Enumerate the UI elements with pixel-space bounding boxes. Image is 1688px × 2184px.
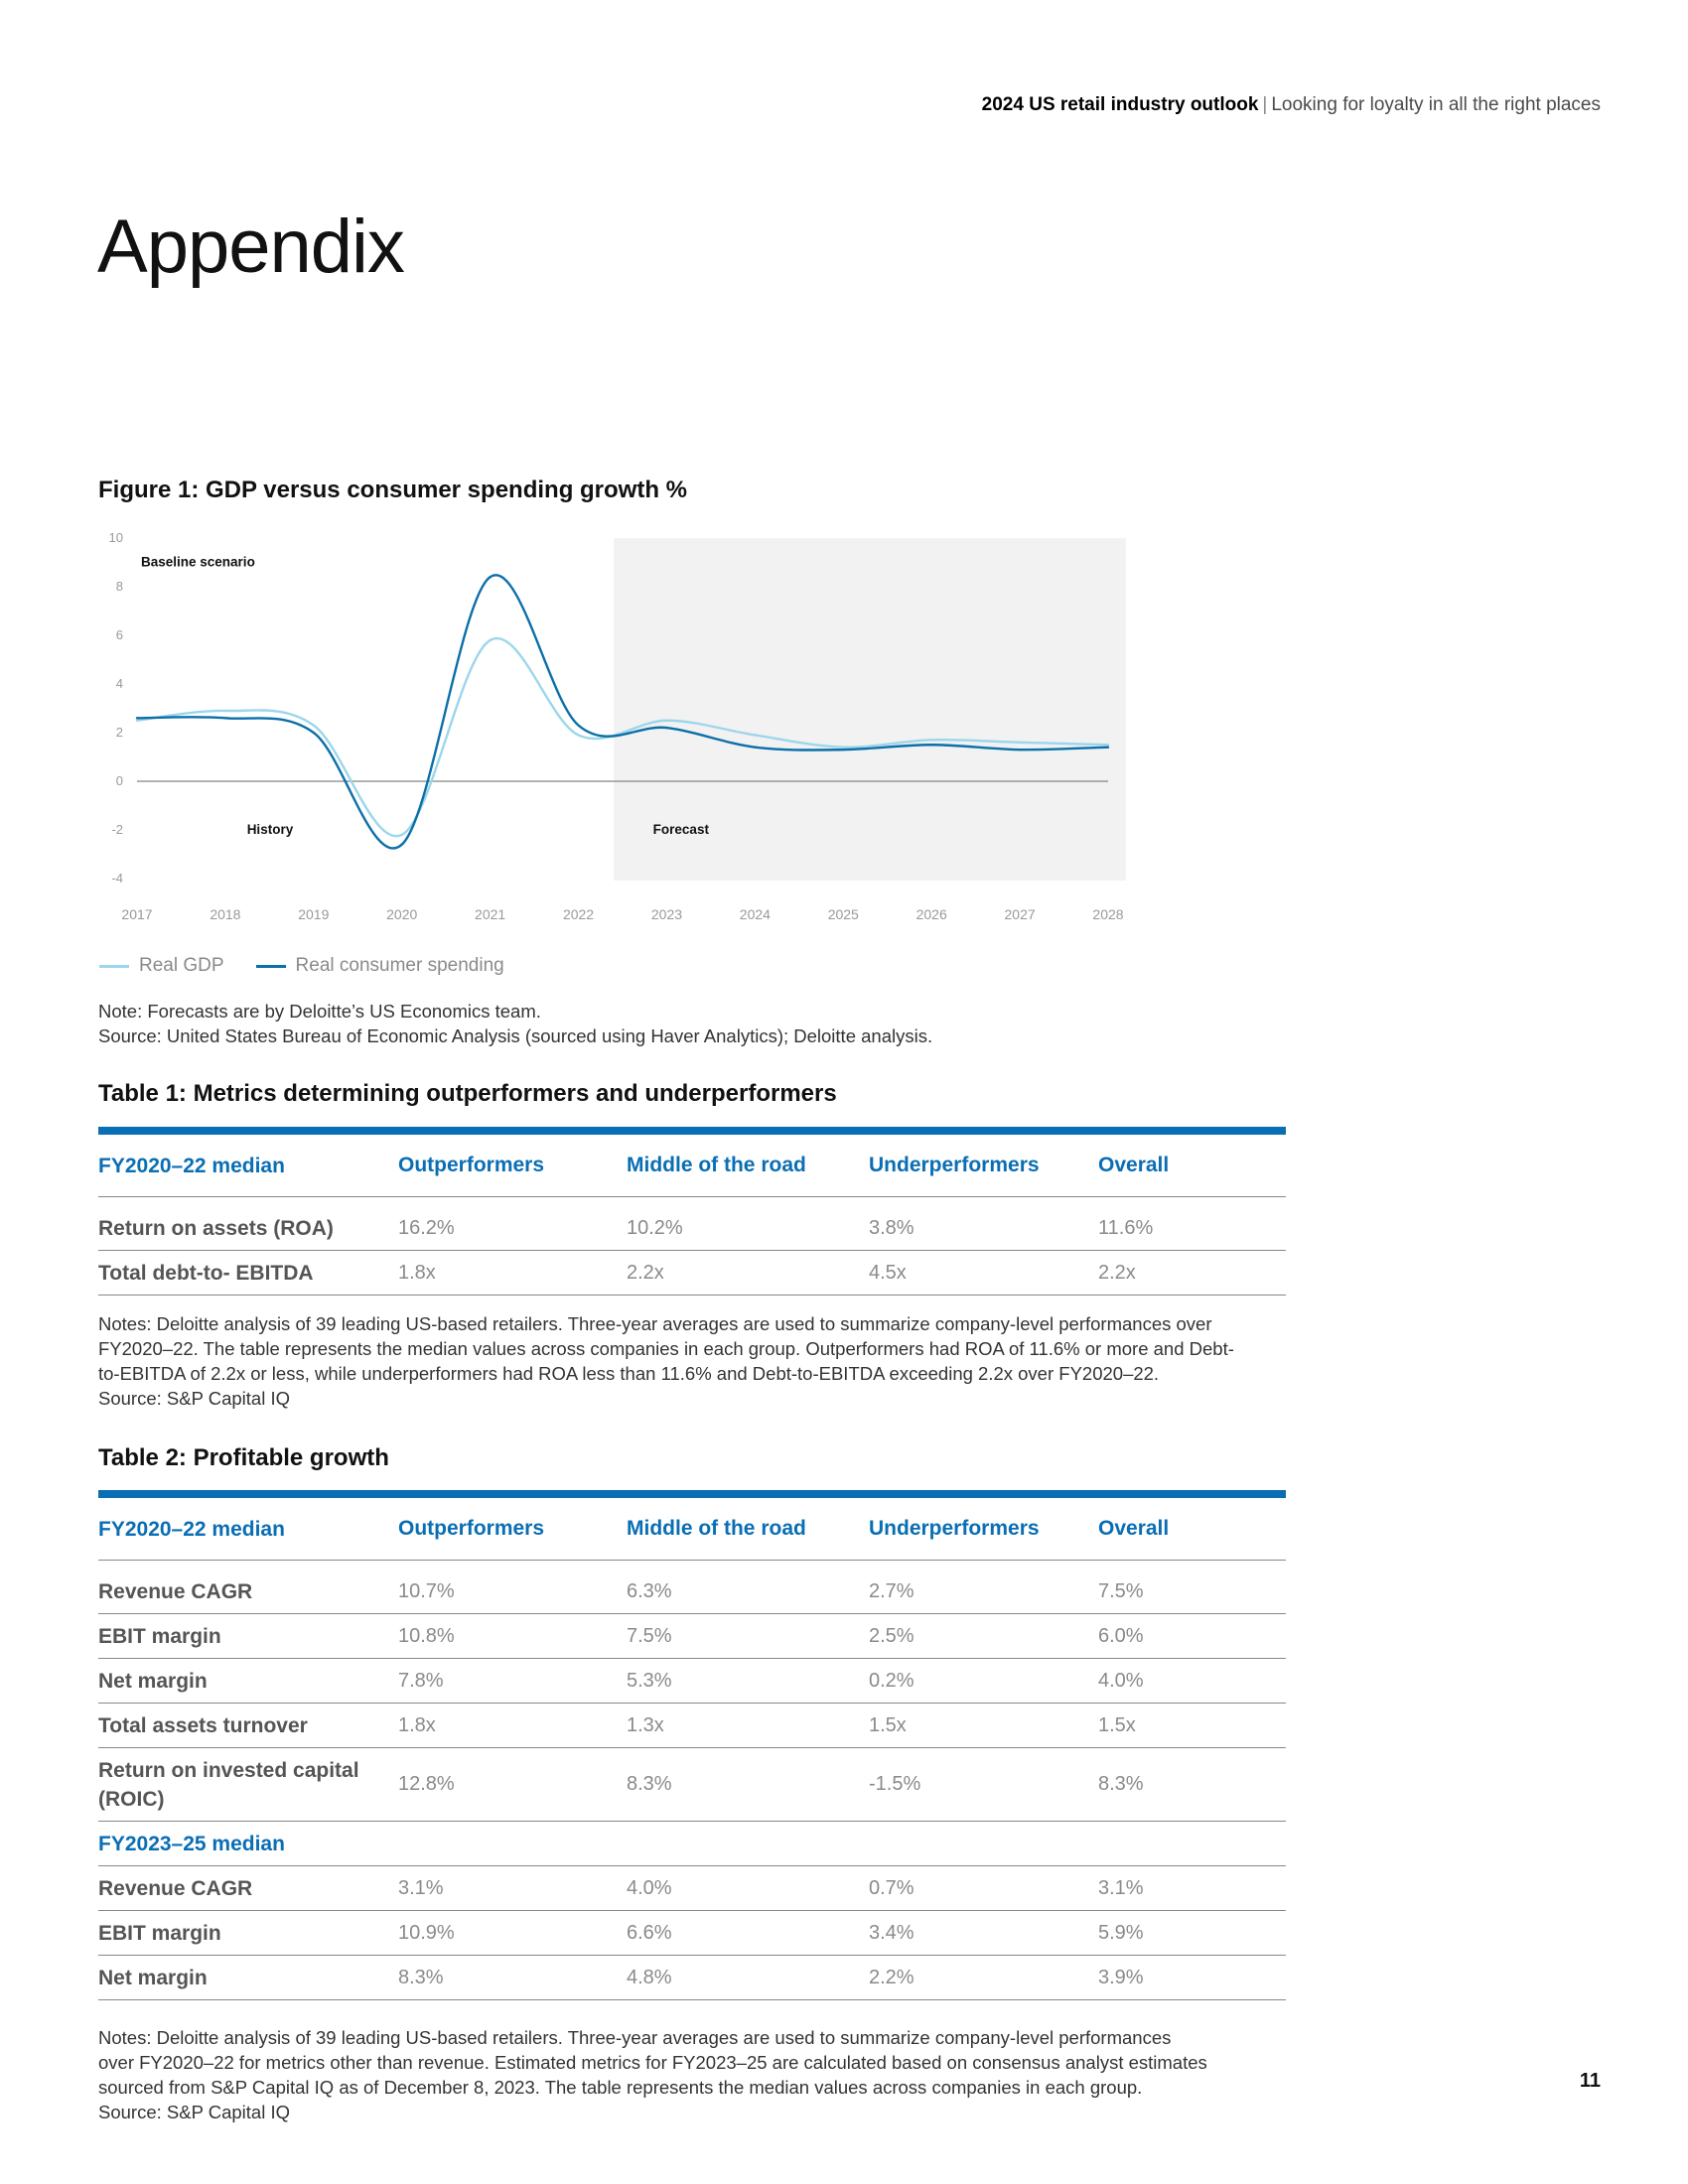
cell-value: 4.5x xyxy=(869,1261,907,1284)
note-line: Notes: Deloitte analysis of 39 leading US-based retailers. Three-year averages are used to summarize company-level performances over xyxy=(98,1313,1212,1334)
figure-title: Figure 1: GDP versus consumer spending growth % xyxy=(98,477,688,503)
header-separator: | xyxy=(1262,94,1268,115)
data-point xyxy=(1019,742,1021,744)
legend-item-consumer-spending xyxy=(256,955,504,977)
cell-value: 10.8% xyxy=(398,1624,455,1647)
column-header: Middle of the road xyxy=(627,1154,806,1176)
data-point xyxy=(842,749,844,751)
table-header-row xyxy=(98,1135,1286,1197)
cell-value: 6.0% xyxy=(1098,1624,1144,1647)
cell-value: 0.2% xyxy=(869,1669,914,1692)
x-tick-label: 2025 xyxy=(827,906,859,922)
cell-value: 10.2% xyxy=(627,1216,683,1239)
row-label: EBIT margin xyxy=(98,1624,221,1648)
table-row xyxy=(98,1748,1286,1822)
column-header: Outperformers xyxy=(398,1154,545,1176)
table-row xyxy=(98,1659,1286,1704)
row-label: Revenue CAGR xyxy=(98,1579,253,1603)
cell-value: 3.1% xyxy=(1098,1876,1144,1899)
x-tick-label: 2027 xyxy=(1004,906,1036,922)
legend-label-gdp: Real GDP xyxy=(139,955,224,976)
figure-source: Source: United States Bureau of Economic Analysis (sourced using Haver Analytics); Deloitte analysis. xyxy=(98,1025,933,1046)
report-title: 2024 US retail industry outlook xyxy=(981,94,1259,115)
column-header: Underperformers xyxy=(869,1154,1040,1176)
y-tick-label: 10 xyxy=(108,530,123,545)
row-label: EBIT margin xyxy=(98,1921,221,1945)
table1-notes xyxy=(98,1311,1234,1411)
cell-value: 3.1% xyxy=(398,1876,444,1899)
cell-value: 2.5% xyxy=(869,1624,914,1647)
cell-value: 2.2% xyxy=(869,1966,914,1988)
chart-legend xyxy=(99,955,522,977)
x-tick-label: 2026 xyxy=(915,906,947,922)
data-point xyxy=(136,720,138,722)
cell-value: 7.8% xyxy=(398,1669,444,1692)
row-label: Total assets turnover xyxy=(98,1713,308,1737)
cell-value: 1.5x xyxy=(1098,1713,1136,1736)
y-tick-label: 4 xyxy=(115,676,123,691)
y-tick-label: 6 xyxy=(115,627,123,642)
report-subtitle: Looking for loyalty in all the right places xyxy=(1271,94,1601,115)
cell-value: 3.4% xyxy=(869,1921,914,1944)
table-row xyxy=(98,1206,1286,1251)
cell-value: 2.2x xyxy=(1098,1261,1136,1284)
page-number: 11 xyxy=(1579,2070,1601,2092)
cell-value: 10.9% xyxy=(398,1921,455,1944)
cell-value: 4.0% xyxy=(1098,1669,1144,1692)
cell-value: 2.2x xyxy=(627,1261,664,1284)
table2-title: Table 2: Profitable growth xyxy=(98,1444,389,1471)
y-tick-label: 0 xyxy=(115,773,123,788)
column-header: FY2020–22 median xyxy=(98,1154,285,1177)
cell-value: 4.8% xyxy=(627,1966,672,1988)
table-row xyxy=(98,1570,1286,1614)
data-point xyxy=(313,732,315,734)
table-row xyxy=(98,1911,1286,1956)
x-tick-label: 2018 xyxy=(210,906,241,922)
cell-value: 1.8x xyxy=(398,1261,436,1284)
cell-value: 1.5x xyxy=(869,1713,907,1736)
x-tick-label: 2017 xyxy=(121,906,153,922)
data-point xyxy=(136,717,138,719)
figure-note: Note: Forecasts are by Deloitte’s US Economics team. xyxy=(98,1001,541,1022)
table1 xyxy=(98,1127,1286,1296)
x-tick-label: 2028 xyxy=(1092,906,1124,922)
note-line: over FY2020–22 for metrics other than revenue. Estimated metrics for FY2023–25 are calculated based on consensus analyst estimates xyxy=(98,2052,1207,2073)
data-point xyxy=(401,844,403,846)
gdp-chart xyxy=(97,521,1150,938)
table1-title: Table 1: Metrics determining outperformers and underperformers xyxy=(98,1080,837,1107)
cell-value: 4.0% xyxy=(627,1876,672,1899)
data-point xyxy=(1019,749,1021,751)
table-top-bar xyxy=(98,1490,1286,1498)
row-label: Net margin xyxy=(98,1966,208,1989)
cell-value: 0.7% xyxy=(869,1876,914,1899)
data-point xyxy=(754,734,756,736)
note-line: Notes: Deloitte analysis of 39 leading US-based retailers. Three-year averages are used to summarize company-level performances xyxy=(98,2027,1172,2048)
cell-value: 1.3x xyxy=(627,1713,664,1736)
data-point xyxy=(842,747,844,749)
row-label: Net margin xyxy=(98,1669,208,1693)
running-header xyxy=(982,94,1601,116)
data-point xyxy=(577,734,579,736)
chart-annotation: History xyxy=(246,822,294,837)
table2-notes xyxy=(98,2025,1207,2124)
column-header: Overall xyxy=(1098,1154,1170,1176)
cell-value: 3.9% xyxy=(1098,1966,1144,1988)
cell-value: 3.8% xyxy=(869,1216,914,1239)
row-label: Return on invested capital (ROIC) xyxy=(98,1758,359,1811)
cell-value: 11.6% xyxy=(1098,1216,1154,1239)
note-line: to-EBITDA of 2.2x or less, while underperformers had ROA less than 11.6% and Debt-to-EBITDA exceeding 2.2x over FY2020–22. xyxy=(98,1363,1160,1384)
data-point xyxy=(930,739,932,741)
x-tick-label: 2021 xyxy=(475,906,506,922)
legend-item-gdp xyxy=(99,955,224,977)
chart-annotation: Baseline scenario xyxy=(141,554,255,570)
cell-value: 7.5% xyxy=(1098,1579,1144,1602)
cell-value: 5.3% xyxy=(627,1669,672,1692)
x-tick-label: 2020 xyxy=(386,906,418,922)
table-row xyxy=(98,1866,1286,1911)
table-row xyxy=(98,1614,1286,1659)
row-label: Total debt-to- EBITDA xyxy=(98,1261,314,1285)
cell-value: -1.5% xyxy=(869,1773,921,1795)
column-header: Underperformers xyxy=(869,1517,1040,1540)
cell-value: 6.3% xyxy=(627,1579,672,1602)
note-line: FY2020–22. The table represents the median values across companies in each group. Outperformers had ROA of 11.6% or more and Debt- xyxy=(98,1338,1234,1359)
legend-swatch-consumer-spending xyxy=(256,965,286,968)
note-line: Source: S&P Capital IQ xyxy=(98,2102,290,2122)
data-point xyxy=(665,727,667,729)
y-tick-label: -2 xyxy=(111,822,123,837)
chart-annotation: Forecast xyxy=(652,822,709,837)
data-point xyxy=(313,724,315,726)
data-point xyxy=(224,717,226,719)
data-point xyxy=(224,710,226,712)
data-point xyxy=(489,576,491,578)
data-point xyxy=(577,724,579,726)
data-point xyxy=(489,639,491,641)
table-header-row xyxy=(98,1498,1286,1561)
cell-value: 7.5% xyxy=(627,1624,672,1647)
table-section-row xyxy=(98,1822,1286,1866)
column-header: Outperformers xyxy=(398,1517,545,1540)
table-top-bar xyxy=(98,1127,1286,1135)
cell-value: 12.8% xyxy=(398,1773,455,1795)
cell-value: 8.3% xyxy=(398,1966,444,1988)
table-row xyxy=(98,1251,1286,1296)
cell-value: 8.3% xyxy=(1098,1773,1144,1795)
row-label: Return on assets (ROA) xyxy=(98,1216,334,1240)
cell-value: 5.9% xyxy=(1098,1921,1144,1944)
y-tick-label: -4 xyxy=(111,871,123,886)
data-point xyxy=(1107,747,1109,749)
column-header: FY2020–22 median xyxy=(98,1517,285,1541)
note-line: sourced from S&P Capital IQ as of December 8, 2023. The table represents the median values across companies in each group. xyxy=(98,2077,1143,2098)
section-label: FY2023–25 median xyxy=(98,1832,285,1855)
table-row xyxy=(98,1704,1286,1748)
y-tick-label: 8 xyxy=(115,579,123,594)
data-point xyxy=(401,834,403,836)
y-tick-label: 2 xyxy=(115,725,123,740)
legend-label-consumer-spending: Real consumer spending xyxy=(295,955,504,976)
cell-value: 2.7% xyxy=(869,1579,914,1602)
cell-value: 16.2% xyxy=(398,1216,455,1239)
cell-value: 8.3% xyxy=(627,1773,672,1795)
table2 xyxy=(98,1490,1286,2000)
x-tick-label: 2023 xyxy=(650,906,683,922)
column-header: Overall xyxy=(1098,1517,1170,1540)
column-header: Middle of the road xyxy=(627,1517,806,1540)
page-title: Appendix xyxy=(97,205,404,289)
data-point xyxy=(754,747,756,749)
note-line: Source: S&P Capital IQ xyxy=(98,1388,290,1409)
cell-value: 1.8x xyxy=(398,1713,436,1736)
x-tick-label: 2019 xyxy=(298,906,330,922)
x-tick-label: 2024 xyxy=(739,906,771,922)
row-label: Revenue CAGR xyxy=(98,1876,253,1900)
data-point xyxy=(665,720,667,722)
data-point xyxy=(1107,744,1109,746)
data-point xyxy=(930,744,932,746)
cell-value: 6.6% xyxy=(627,1921,672,1944)
cell-value: 10.7% xyxy=(398,1579,455,1602)
legend-swatch-gdp xyxy=(99,965,129,968)
x-tick-label: 2022 xyxy=(562,906,595,922)
table-row xyxy=(98,1956,1286,2000)
